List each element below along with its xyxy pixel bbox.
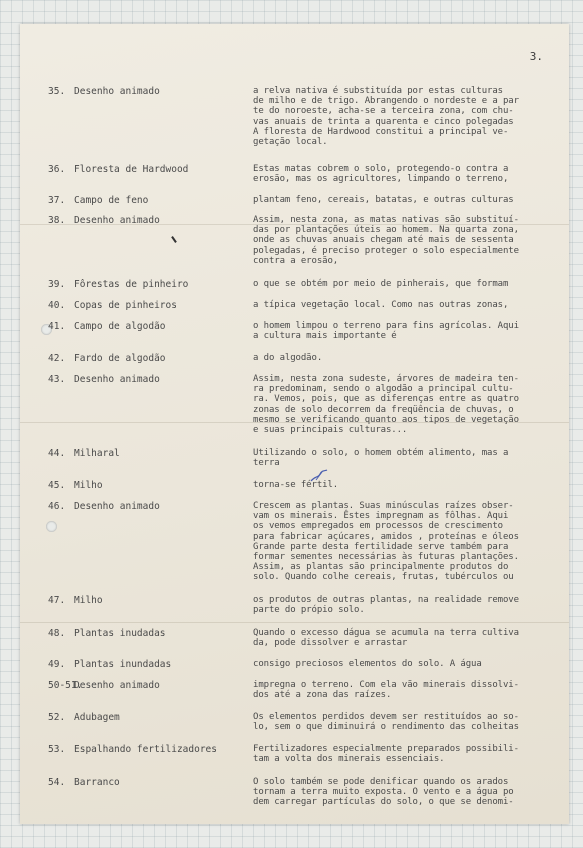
narration-text: a relva nativa é substituída por estas culturas de milho e de trigo. Abrangendo o nordeste e a par te do noroeste, acha-se a terceira zona, com chu- vas anuais de trinta a quarenta e cinco polegadas A floresta de Hardwood constitui a principal ve- getação local.: [253, 86, 519, 148]
narration-text: torna-se fértil.: [253, 480, 339, 490]
scene-label: Espalhando fertilizadores: [74, 744, 217, 755]
entry-number: 40.: [48, 300, 66, 311]
narration-text: a típica vegetação local. Como nas outras zonas,: [253, 300, 509, 310]
narration-text: consigo preciosos elementos do solo. A água: [253, 659, 482, 669]
scene-label: Desenho animado: [74, 680, 160, 691]
scene-label: Desenho animado: [74, 374, 160, 385]
typed-document-page: [20, 24, 569, 824]
narration-text: Fertilizadores especialmente preparados possibili- tam a volta dos minerais essenciais.: [253, 744, 519, 765]
narration-text: Os elementos perdidos devem ser restituídos ao so- lo, sem o que diminuirá o rendimento das colheitas: [253, 712, 519, 733]
scene-label: Plantas inudadas: [74, 628, 166, 639]
entry-number: 42.: [48, 353, 66, 364]
entry-number: 38.: [48, 215, 66, 226]
narration-text: Assim, nesta zona sudeste, árvores de madeira ten- ra predominam, sendo o algodão a principal cultu- ra. Vemos, pois, que as diferenças entre as quatro zonas de solo decorrem da freqüência de chuvas, o mesmo se verificando quanto aos tipos de vegetação e suas principais culturas...: [253, 374, 519, 436]
scene-label: Floresta de Hardwood: [74, 164, 189, 175]
pen-tick-mark: [171, 236, 177, 243]
punch-hole: [46, 521, 57, 532]
entry-number: 35.: [48, 86, 66, 97]
entry-number: 47.: [48, 595, 66, 606]
entry-number: 46.: [48, 501, 66, 512]
scene-label: Milharal: [74, 448, 120, 459]
narration-text: Quando o excesso dágua se acumula na terra cultiva da, pode dissolver e arrastar: [253, 628, 519, 649]
entry-number: 52.: [48, 712, 66, 723]
narration-text: o homem limpou o terreno para fins agrícolas. Aqui a cultura mais importante é: [253, 321, 519, 342]
scene-label: Campo de algodão: [74, 321, 166, 332]
narration-text: plantam feno, cereais, batatas, e outras culturas: [253, 195, 514, 205]
scene-label: Barranco: [74, 777, 120, 788]
entry-number: 39.: [48, 279, 66, 290]
scene-label: Milho: [74, 595, 103, 606]
entry-number: 53.: [48, 744, 66, 755]
entry-number: 36.: [48, 164, 66, 175]
narration-text: impregna o terreno. Com ela vão minerais dissolvi- dos até a zona das raízes.: [253, 680, 519, 701]
narration-text: Assim, nesta zona, as matas nativas são substituí- das por plantações úteis ao homem. Na quarta zona, onde as chuvas anuais chegam até mais de sessenta polegadas, é preciso proteger o solo especialmente contra a erosão,: [253, 215, 519, 266]
narration-text: O solo também se pode denificar quando os arados tornam a terra muito exposta. O vento e a água po dem carregar partículas do solo, o que se denomi-: [253, 777, 514, 808]
entry-number: 45.: [48, 480, 66, 491]
entry-number: 43.: [48, 374, 66, 385]
entry-number: 37.: [48, 195, 66, 206]
page-number: 3.: [529, 50, 543, 63]
entry-number: 49.: [48, 659, 66, 670]
narration-text: os produtos de outras plantas, na realidade remove parte do própio solo.: [253, 595, 519, 616]
scene-label: Fôrestas de pinheiro: [74, 279, 189, 290]
entry-number: 44.: [48, 448, 66, 459]
narration-text: Utilizando o solo, o homem obtém alimento, mas a terra: [253, 448, 509, 469]
scene-label: Campo de feno: [74, 195, 149, 206]
narration-text: Crescem as plantas. Suas minúsculas raízes obser- vam os minerais. Êstes impregnam as fôlhas. Aqui os vemos empregados em processos de crescimento para fabricar açúcares, amidos , proteínas e óleos Grande parte desta fertilidade serve também para formar sementes necessárias às futuras plantações. Assim, as plantas são principalmente produtos do solo. Quando colhe cereais, frutas, tubérculos ou: [253, 501, 519, 583]
scene-label: Desenho animado: [74, 86, 160, 97]
scene-label: Plantas inundadas: [74, 659, 172, 670]
paper-fold-line: [20, 622, 569, 623]
scene-label: Adubagem: [74, 712, 120, 723]
entry-number: 54.: [48, 777, 66, 788]
scene-label: Desenho animado: [74, 215, 160, 226]
narration-text: Estas matas cobrem o solo, protegendo-o contra a erosão, mas os agricultores, limpando o terreno,: [253, 164, 509, 185]
entry-number: 50-51.: [48, 680, 83, 691]
entry-number: 48.: [48, 628, 66, 639]
entry-number: 41.: [48, 321, 66, 332]
scene-label: Desenho animado: [74, 501, 160, 512]
narration-text: o que se obtém por meio de pinherais, que formam: [253, 279, 509, 289]
narration-text: a do algodão.: [253, 353, 323, 363]
scene-label: Fardo de algodão: [74, 353, 166, 364]
scene-label: Copas de pinheiros: [74, 300, 177, 311]
scene-label: Milho: [74, 480, 103, 491]
